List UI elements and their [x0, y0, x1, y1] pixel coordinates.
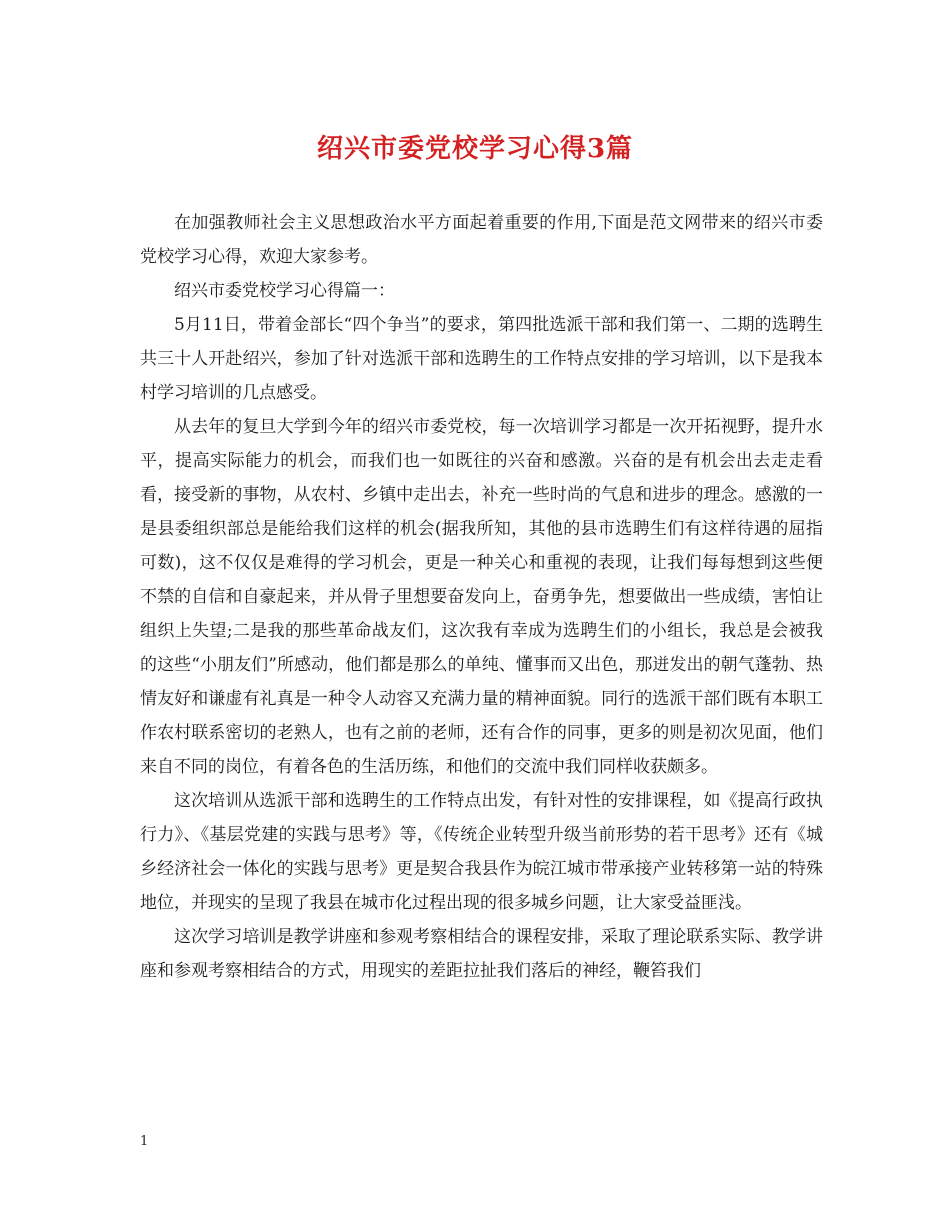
- page-title: 绍兴市委党校学习心得3篇: [316, 134, 634, 164]
- paragraph: 这次学习培训是教学讲座和参观考察相结合的课程安排，采取了理论联系实际、教学讲座和参观考察相结合的方式，用现实的差距拉扯我们落后的神经，鞭笞我们: [140, 927, 823, 981]
- paragraph-intro: 在加强教师社会主义思想政治水平方面起着重要的作用,下面是范文网带来的绍兴市委党校学习心得，欢迎大家参考。: [140, 213, 823, 267]
- document-body: [140, 206, 823, 988]
- paragraph-section-heading: 绍兴市委党校学习心得篇一：: [174, 281, 395, 301]
- page-number: 1: [140, 1134, 149, 1149]
- paragraph: 这次培训从选派干部和选聘生的工作特点出发，有针对性的安排课程，如《提高行政执行力》、《基层党建的实践与思考》等，《传统企业转型升级当前形势的若干思考》还有《城乡经济社会一体化的实践与思考》更是契合我县作为皖江城市带承接产业转移第一站的特殊地位，并现实的呈现了我县在城市化过程出现的很多城乡问题，让大家受益匪浅。: [140, 791, 823, 913]
- paragraph: 从去年的复旦大学到今年的绍兴市委党校，每一次培训学习都是一次开拓视野，提升水平，提高实际能力的机会，而我们也一如既往的兴奋和感激。兴奋的是有机会出去走走看看，接受新的事物，从农村、乡镇中走出去，补充一些时尚的气息和进步的理念。感激的一是县委组织部总是能给我们这样的机会(据我所知，其他的县市选聘生们有这样待遇的屈指可数)，这不仅仅是难得的学习机会，更是一种关心和重视的表现，让我们每每想到这些便不禁的自信和自豪起来，并从骨子里想要奋发向上，奋勇争先，想要做出一些成绩，害怕让组织上失望;二是我的那些革命战友们，这次我有幸成为选聘生们的小组长，我总是会被我的这些“小朋友们”所感动，他们都是那么的单纯、懂事而又出色，那迸发出的朝气蓬勃、热情友好和谦虚有礼真是一种令人动容又充满力量的精神面貌。同行的选派干部们既有本职工作农村联系密切的老熟人，也有之前的老师，还有合作的同事，更多的则是初次见面，他们来自不同的岗位，有着各色的生活历练，和他们的交流中我们同样收获颇多。: [140, 417, 823, 777]
- paragraph: 5月11日，带着金部长“四个争当”的要求，第四批选派干部和我们第一、二期的选聘生共三十人开赴绍兴，参加了针对选派干部和选聘生的工作特点安排的学习培训，以下是我本村学习培训的几点感受。: [140, 315, 823, 403]
